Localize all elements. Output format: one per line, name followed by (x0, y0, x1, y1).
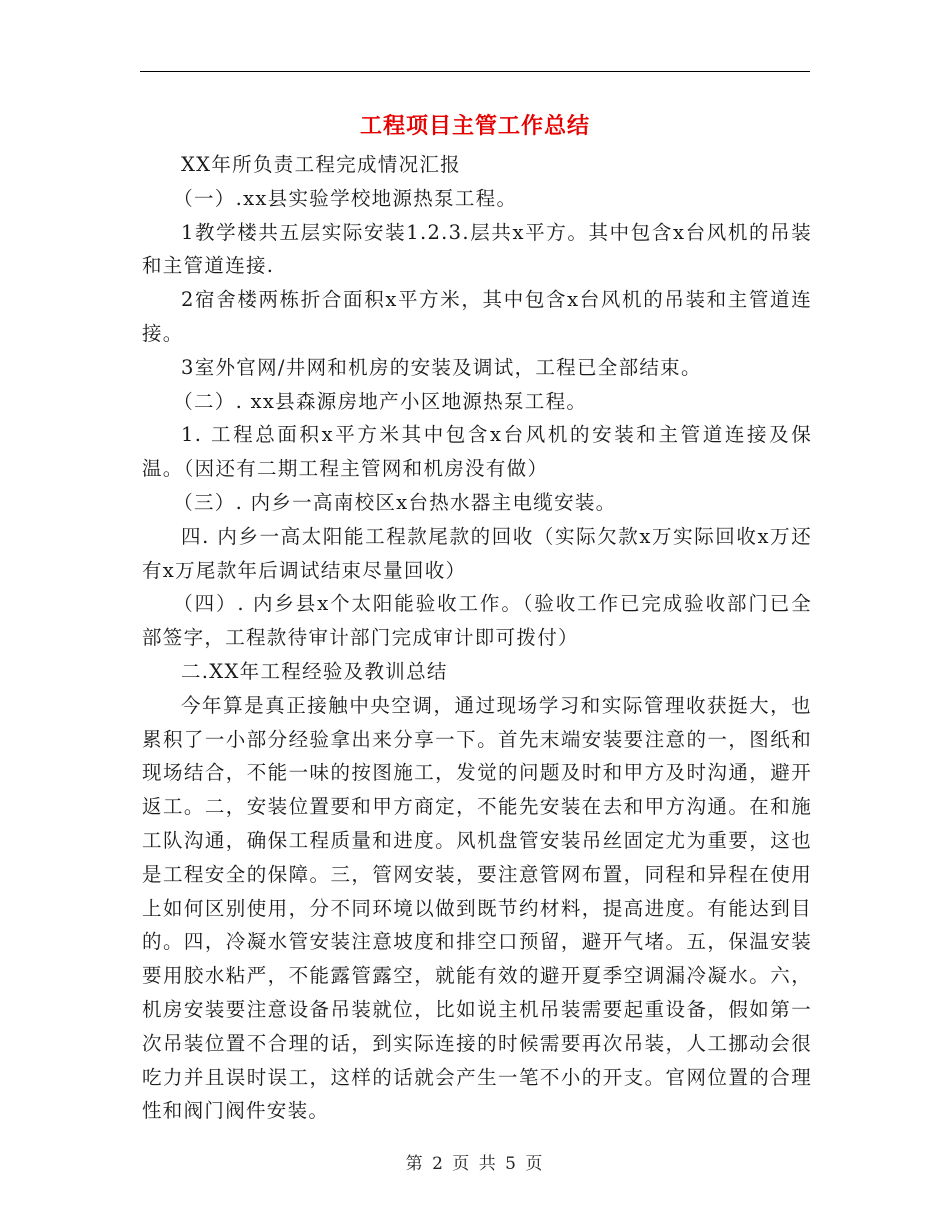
paragraph-project-3: （三）. 内乡一高南校区x台热水器主电缆安装。 (173, 490, 617, 514)
header-rule (140, 71, 810, 72)
paragraph-lessons-body: 今年算是真正接触中央空调，通过现场学习和实际管理收获挺大，也累积了一小部分经验拿出来分享一下。首先末端安装要注意的一，图纸和现场结合，不能一味的按图施工，发觉的问题及时和甲方及时沟通，避开返工。二，安装位置要和甲方商定，不能先安装在去和甲方沟通。在和施工队沟通，确保工程质量和进度。风机盘管安装吊丝固定尤为重要，这也是工程安全的保障。三，管网安装，要注意管网布置，同程和异程在使用上如何区别使用，分不同环境以做到既节约材料，提高进度。有能达到目的。四，冷凝水管安装注意坡度和排空口预留，避开气堵。五，保温安装要用胶水粘严，不能露管露空，就能有效的避开夏季空调漏冷凝水。六，机房安装要注意设备吊装就位，比如说主机吊装需要起重设备，假如第一次吊装位置不合理的话，到实际连接的时候需要再次吊装，人工挪动会很吃力并且误时误工，这样的话就会产生一笔不小的开支。官网位置的合理性和阀门阀件安装。 (142, 693, 812, 1123)
paragraph-item-2-1: 1. 工程总面积x平方米其中包含x台风机的安装和主管道连接及保温。（因还有二期工程主管网和机房没有做） (142, 423, 812, 481)
page-number: 第 2 页 共 5 页 (405, 1154, 545, 1174)
paragraph-report-heading: XX年所负责工程完成情况汇报 (181, 153, 461, 176)
paragraph-item-1-2: 2宿舍楼两栋折合面积x平方米，其中包含x台风机的吊装和主管道连接。 (142, 288, 812, 345)
paragraph-project-2: （二）. xx县森源房地产小区地源热泵工程。 (173, 389, 588, 413)
document-title: 工程项目主管工作总结 (359, 113, 590, 139)
paragraph-lessons-heading: 二.XX年工程经验及教训总结 (181, 659, 448, 683)
paragraph-item-1-3: 3室外官网/井网和机房的安装及调试，工程已全部结束。 (181, 355, 702, 379)
paragraph-project-1: （一）.xx县实验学校地源热泵工程。 (173, 186, 518, 210)
document-body (142, 148, 812, 1128)
paragraph-section-4: 四. 内乡一高太阳能工程款尾款的回收（实际欠款x万实际回收x万还有x万尾款年后调试结束尽量回收） (142, 524, 812, 582)
paragraph-project-4: （四）. 内乡县x个太阳能验收工作。（验收工作已完成验收部门已全部签字，工程款待审计部门完成审计即可拨付） (142, 592, 812, 650)
paragraph-item-1-1: 1教学楼共五层实际安装1.2.3.层共x平方。其中包含x台风机的吊装和主管道连接. (142, 220, 812, 278)
